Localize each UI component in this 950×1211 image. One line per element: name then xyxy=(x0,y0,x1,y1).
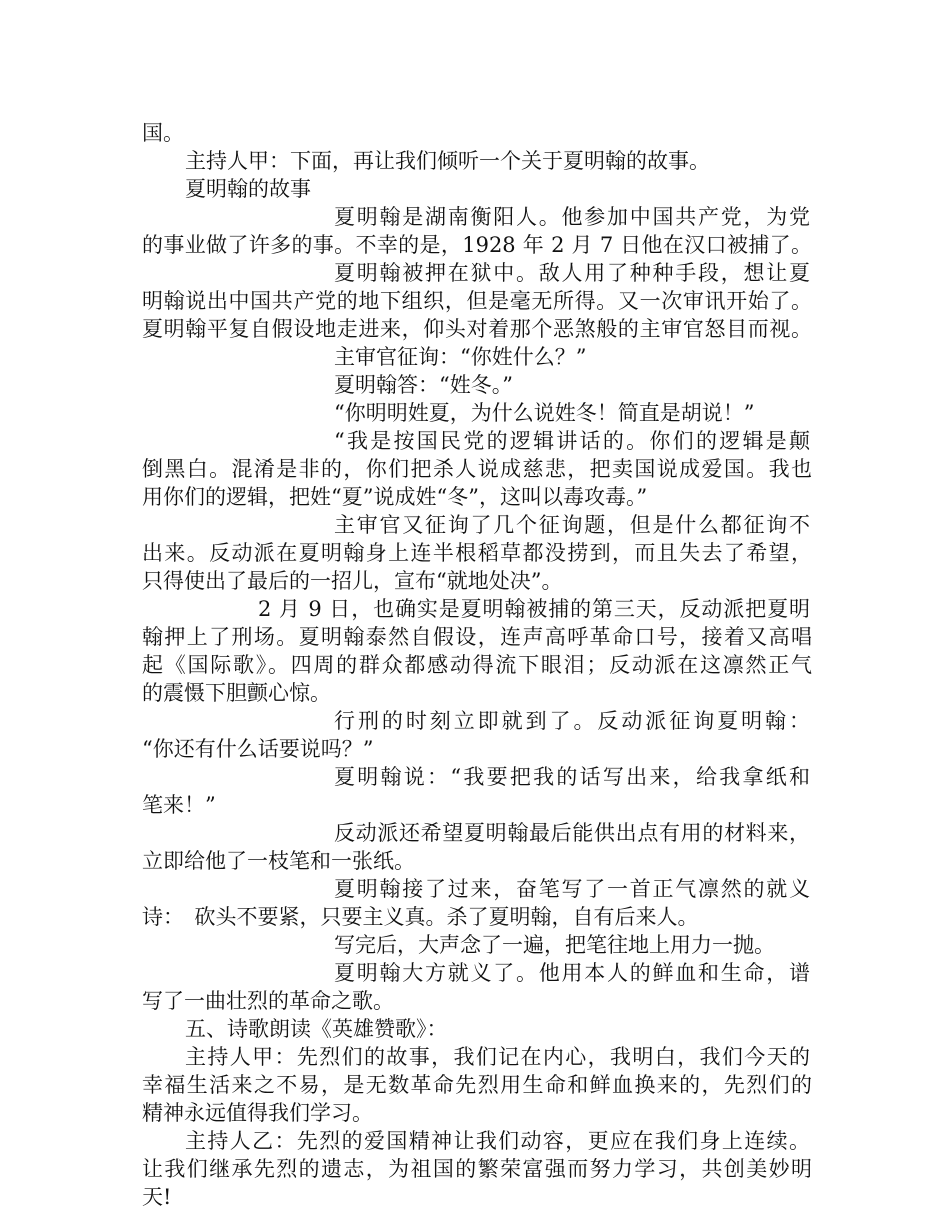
text-line: 主持人乙：先烈的爱国精神让我们动容，更应在我们身上连续。 xyxy=(185,1129,810,1153)
text-line: 精神永远值得我们学习。 xyxy=(142,1101,373,1125)
text-line: 的事业做了许多的事。不幸的是，1928 年 2 月 7 日他在汉口被捕了。 xyxy=(142,233,812,257)
text-line: “你明明姓夏，为什么说姓冬！简直是胡说！” xyxy=(334,401,755,425)
text-line: 夏明翰接了过来，奋笔写了一首正气凛然的就义 xyxy=(334,877,810,901)
text-line: 2 月 9 日，也确实是夏明翰被捕的第三天，反动派把夏明 xyxy=(258,597,810,621)
text-line: 让我们继承先烈的遗志，为祖国的繁荣富强而努力学习，共创美妙明 xyxy=(142,1157,812,1181)
text-line: 的震慑下胆颤心惊。 xyxy=(142,681,331,705)
text-line: 行刑的时刻立即就到了。反动派征询夏明翰： xyxy=(334,709,810,733)
text-line: 反动派还希望夏明翰最后能供出点有用的材料来， xyxy=(334,821,810,845)
text-line: 夏明翰大方就义了。他用本人的鲜血和生命，谱 xyxy=(334,961,810,985)
text-line: 夏明翰平复自假设地走进来，仰头对着那个恶煞般的主审官怒目而视。 xyxy=(142,317,812,341)
text-line: 主持人甲：下面，再让我们倾听一个关于夏明翰的故事。 xyxy=(185,149,710,173)
text-line: 主审官又征询了几个征询题，但是什么都征询不 xyxy=(334,513,810,537)
section-heading: 五、诗歌朗读《英雄赞歌》： xyxy=(185,1017,448,1041)
text-line: 国。 xyxy=(142,121,184,145)
text-line: 只得使出了最后的一招儿，宣布“就地处决”。 xyxy=(142,569,563,593)
poem-line: 诗： 砍头不要紧，只要主义真。杀了夏明翰，自有后来人。 xyxy=(142,905,699,929)
text-line: 笔来！” xyxy=(142,793,216,817)
section-heading: 夏明翰的故事 xyxy=(185,177,311,201)
text-line: 立即给他了一枝笔和一张纸。 xyxy=(142,849,415,873)
text-line: 夏明翰是湖南衡阳人。他参加中国共产党，为党 xyxy=(334,205,810,229)
text-line: 写了一曲壮烈的革命之歌。 xyxy=(142,989,394,1013)
text-line: 天! xyxy=(142,1185,172,1209)
text-line: “你还有什么话要说吗？” xyxy=(142,737,374,761)
text-line: 主持人甲：先烈们的故事，我们记在内心，我明白，我们今天的 xyxy=(185,1045,810,1069)
text-line: “我是按国民党的逻辑讲话的。你们的逻辑是颠 xyxy=(334,429,810,453)
text-line: 起《国际歌》。四周的群众都感动得流下眼泪；反动派在这凛然正气 xyxy=(142,653,812,677)
text-line: 倒黑白。混淆是非的，你们把杀人说成慈悲，把卖国说成爱国。我也 xyxy=(142,457,812,481)
text-line: 用你们的逻辑，把姓“夏”说成姓“冬”，这叫以毒攻毒。” xyxy=(142,485,648,509)
text-line: 夏明翰答：“姓冬。” xyxy=(334,373,513,397)
text-line: 翰押上了刑场。夏明翰泰然自假设，连声高呼革命口号，接着又高唱 xyxy=(142,625,812,649)
text-line: 写完后，大声念了一遍，把笔往地上用力一抛。 xyxy=(334,933,775,957)
text-line: 夏明翰说：“我要把我的话写出来，给我拿纸和 xyxy=(334,765,810,789)
text-line: 明翰说出中国共产党的地下组织，但是毫无所得。又一次审讯开始了。 xyxy=(142,289,812,313)
text-line: 幸福生活来之不易，是无数革命先烈用生命和鲜血换来的，先烈们的 xyxy=(142,1073,812,1097)
text-line: 夏明翰被押在狱中。敌人用了种种手段，想让夏 xyxy=(334,261,810,285)
text-line: 主审官征询：“你姓什么？” xyxy=(334,345,587,369)
text-line: 出来。反动派在夏明翰身上连半根稻草都没捞到，而且失去了希望， xyxy=(142,541,812,565)
